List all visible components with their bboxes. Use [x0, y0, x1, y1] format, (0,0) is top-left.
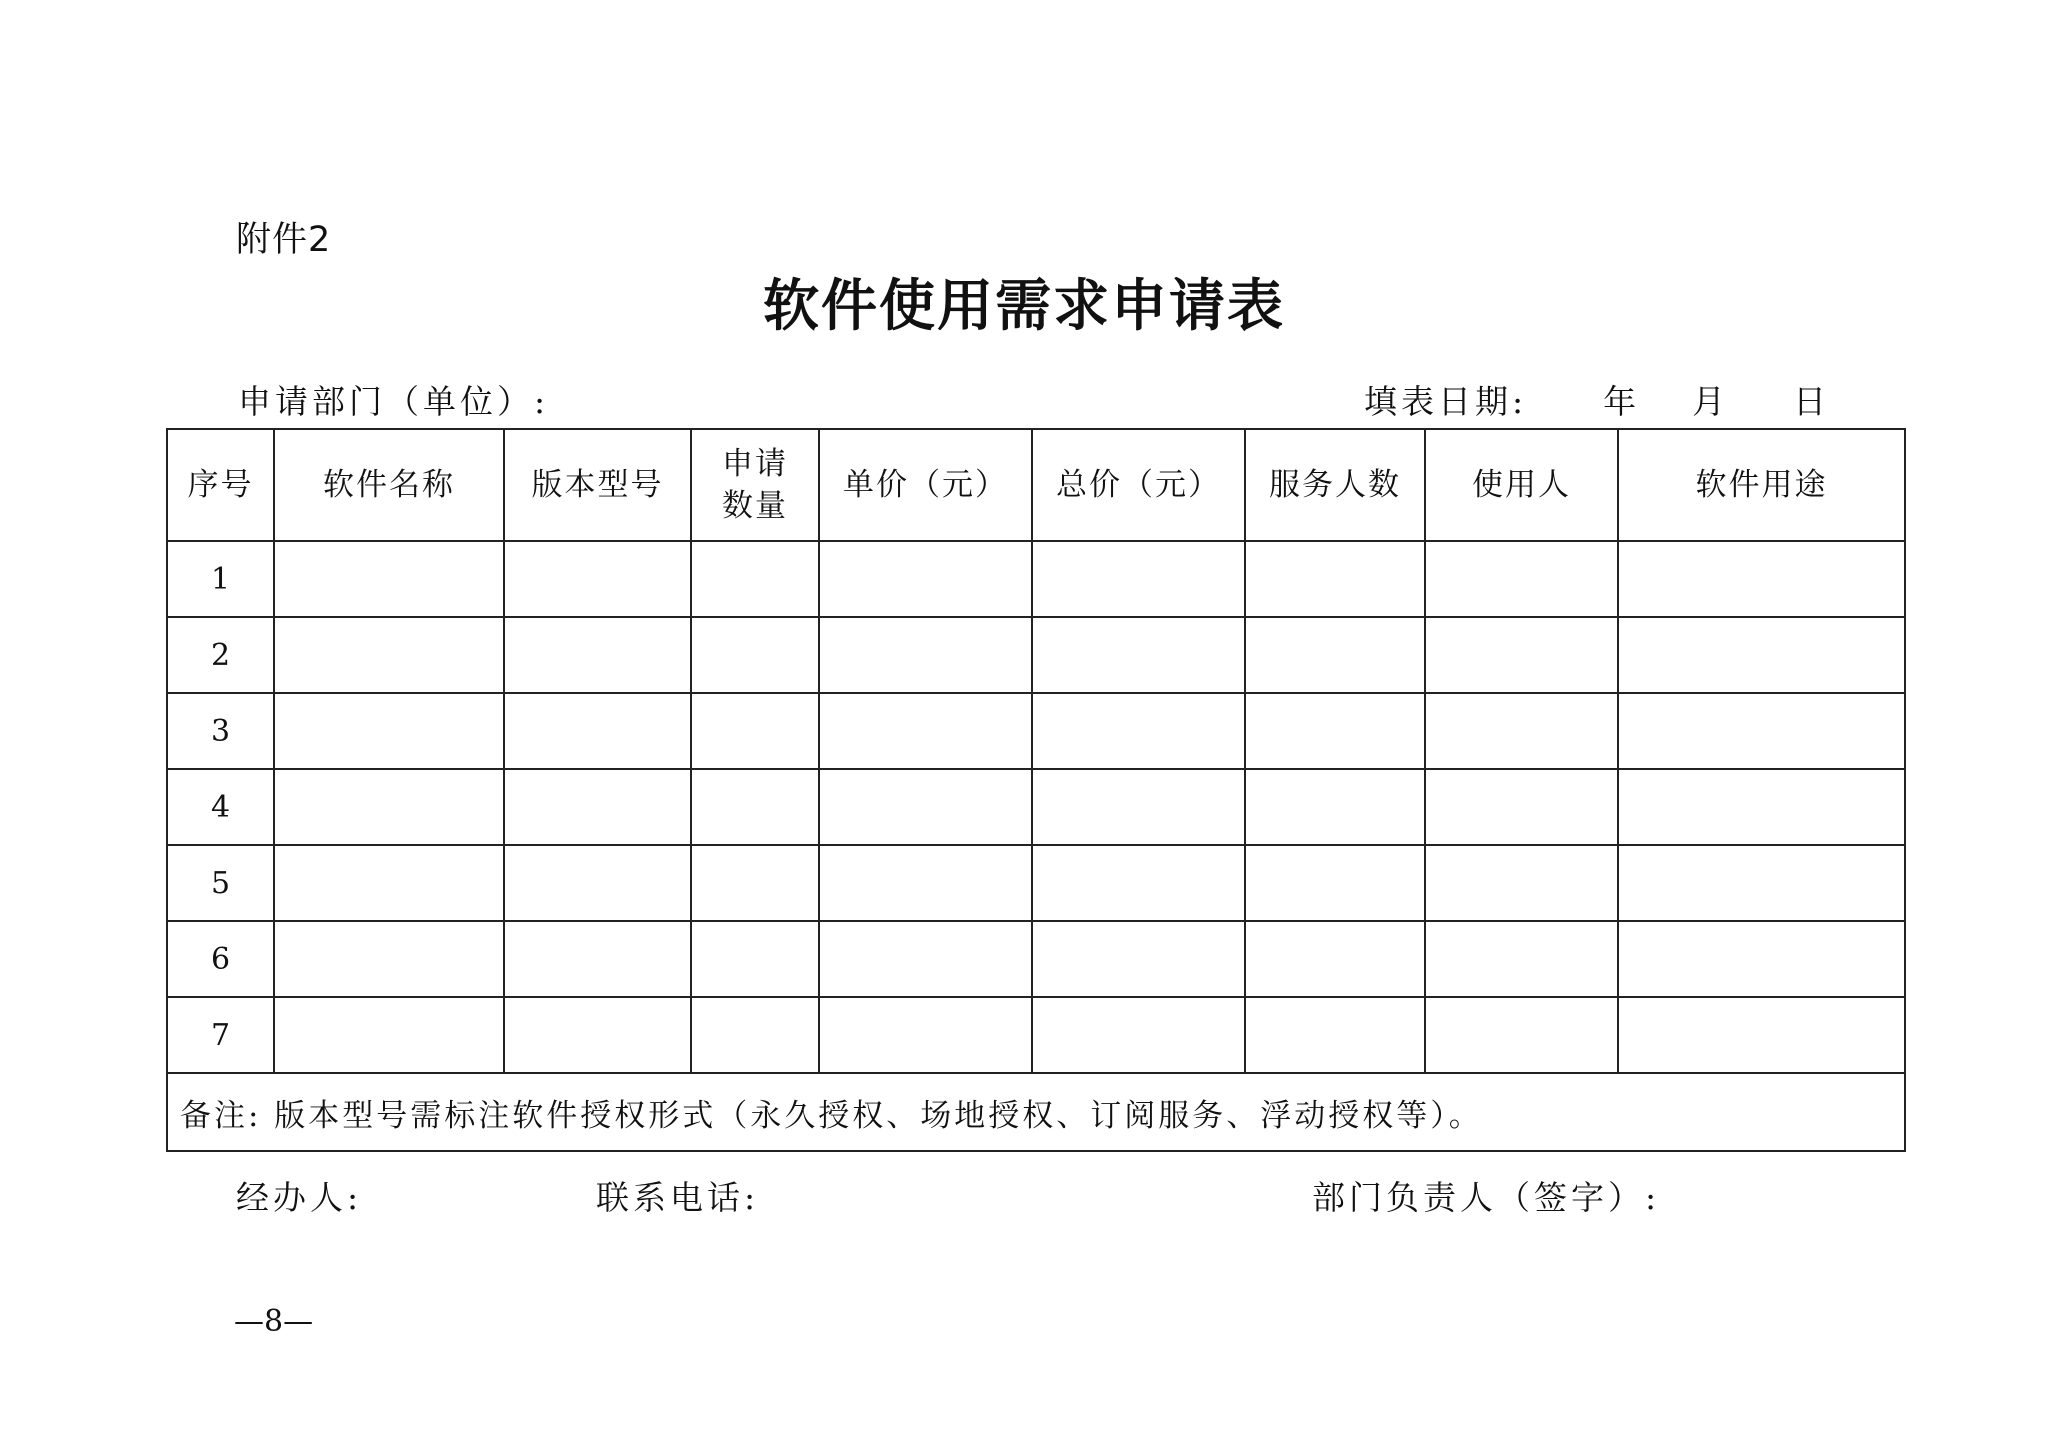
department-head-signature-label: 部门负责人（签字）: — [1312, 1178, 1661, 1217]
cell-quantity[interactable] — [691, 921, 819, 997]
header-unit-price: 单价（元） — [819, 429, 1032, 541]
cell-user[interactable] — [1425, 617, 1618, 693]
table-row — [167, 541, 1905, 617]
cell-user[interactable] — [1425, 693, 1618, 769]
header-row — [167, 429, 1905, 541]
cell-unit-price[interactable] — [819, 541, 1032, 617]
cell-user[interactable] — [1425, 769, 1618, 845]
cell-software-name[interactable] — [274, 617, 504, 693]
cell-users-served[interactable] — [1245, 617, 1425, 693]
cell-unit-price[interactable] — [819, 845, 1032, 921]
row-serial: 6 — [167, 921, 274, 997]
cell-software-name[interactable] — [274, 541, 504, 617]
remark-row — [167, 1073, 1905, 1151]
cell-users-served[interactable] — [1245, 769, 1425, 845]
cell-quantity[interactable] — [691, 997, 819, 1073]
request-table — [166, 428, 1906, 1152]
cell-purpose[interactable] — [1618, 769, 1905, 845]
cell-user[interactable] — [1425, 997, 1618, 1073]
cell-total-price[interactable] — [1032, 693, 1245, 769]
cell-total-price[interactable] — [1032, 617, 1245, 693]
page-title: 软件使用需求申请表 — [763, 273, 1285, 339]
cell-purpose[interactable] — [1618, 541, 1905, 617]
cell-users-served[interactable] — [1245, 693, 1425, 769]
cell-version[interactable] — [504, 541, 691, 617]
header-serial: 序号 — [167, 429, 274, 541]
cell-total-price[interactable] — [1032, 769, 1245, 845]
attachment-label: 附件2 — [236, 220, 332, 260]
cell-unit-price[interactable] — [819, 921, 1032, 997]
cell-software-name[interactable] — [274, 921, 504, 997]
header-version: 版本型号 — [504, 429, 691, 541]
cell-quantity[interactable] — [691, 693, 819, 769]
row-serial: 4 — [167, 769, 274, 845]
cell-purpose[interactable] — [1618, 845, 1905, 921]
date-day-label: 日 — [1793, 382, 1831, 421]
row-serial: 5 — [167, 845, 274, 921]
cell-unit-price[interactable] — [819, 693, 1032, 769]
cell-users-served[interactable] — [1245, 541, 1425, 617]
department-label: 申请部门（单位）: — [238, 382, 550, 421]
cell-version[interactable] — [504, 997, 691, 1073]
row-serial: 3 — [167, 693, 274, 769]
cell-version[interactable] — [504, 921, 691, 997]
cell-quantity[interactable] — [691, 617, 819, 693]
cell-software-name[interactable] — [274, 693, 504, 769]
cell-unit-price[interactable] — [819, 997, 1032, 1073]
cell-total-price[interactable] — [1032, 541, 1245, 617]
cell-quantity[interactable] — [691, 541, 819, 617]
header-user: 使用人 — [1425, 429, 1618, 541]
cell-version[interactable] — [504, 845, 691, 921]
table-row — [167, 921, 1905, 997]
handler-label: 经办人: — [236, 1178, 363, 1217]
date-year-label: 年 — [1603, 382, 1641, 421]
cell-user[interactable] — [1425, 921, 1618, 997]
cell-version[interactable] — [504, 769, 691, 845]
cell-purpose[interactable] — [1618, 921, 1905, 997]
fill-date-label: 填表日期: — [1364, 382, 1528, 421]
header-total-price: 总价（元） — [1032, 429, 1245, 541]
cell-users-served[interactable] — [1245, 921, 1425, 997]
cell-software-name[interactable] — [274, 997, 504, 1073]
cell-user[interactable] — [1425, 541, 1618, 617]
cell-unit-price[interactable] — [819, 617, 1032, 693]
table-row — [167, 769, 1905, 845]
header-purpose: 软件用途 — [1618, 429, 1905, 541]
cell-purpose[interactable] — [1618, 617, 1905, 693]
cell-software-name[interactable] — [274, 845, 504, 921]
cell-version[interactable] — [504, 693, 691, 769]
row-serial: 7 — [167, 997, 274, 1073]
remark-text: 备注: 版本型号需标注软件授权形式（永久授权、场地授权、订阅服务、浮动授权等）。 — [167, 1073, 1905, 1151]
cell-version[interactable] — [504, 617, 691, 693]
row-serial: 2 — [167, 617, 274, 693]
cell-quantity[interactable] — [691, 845, 819, 921]
table-row — [167, 693, 1905, 769]
cell-total-price[interactable] — [1032, 997, 1245, 1073]
phone-label: 联系电话: — [596, 1178, 760, 1217]
header-users-served: 服务人数 — [1245, 429, 1425, 541]
page-number: —8— — [234, 1304, 314, 1339]
cell-purpose[interactable] — [1618, 997, 1905, 1073]
table-row — [167, 845, 1905, 921]
cell-total-price[interactable] — [1032, 921, 1245, 997]
cell-users-served[interactable] — [1245, 845, 1425, 921]
fill-date-field — [1364, 380, 1830, 424]
cell-user[interactable] — [1425, 845, 1618, 921]
cell-software-name[interactable] — [274, 769, 504, 845]
cell-unit-price[interactable] — [819, 769, 1032, 845]
cell-quantity[interactable] — [691, 769, 819, 845]
cell-total-price[interactable] — [1032, 845, 1245, 921]
cell-users-served[interactable] — [1245, 997, 1425, 1073]
header-software-name: 软件名称 — [274, 429, 504, 541]
header-quantity: 申请 数量 — [691, 429, 819, 541]
cell-purpose[interactable] — [1618, 693, 1905, 769]
table-row — [167, 997, 1905, 1073]
row-serial: 1 — [167, 541, 274, 617]
date-month-label: 月 — [1692, 382, 1730, 421]
table-row — [167, 617, 1905, 693]
